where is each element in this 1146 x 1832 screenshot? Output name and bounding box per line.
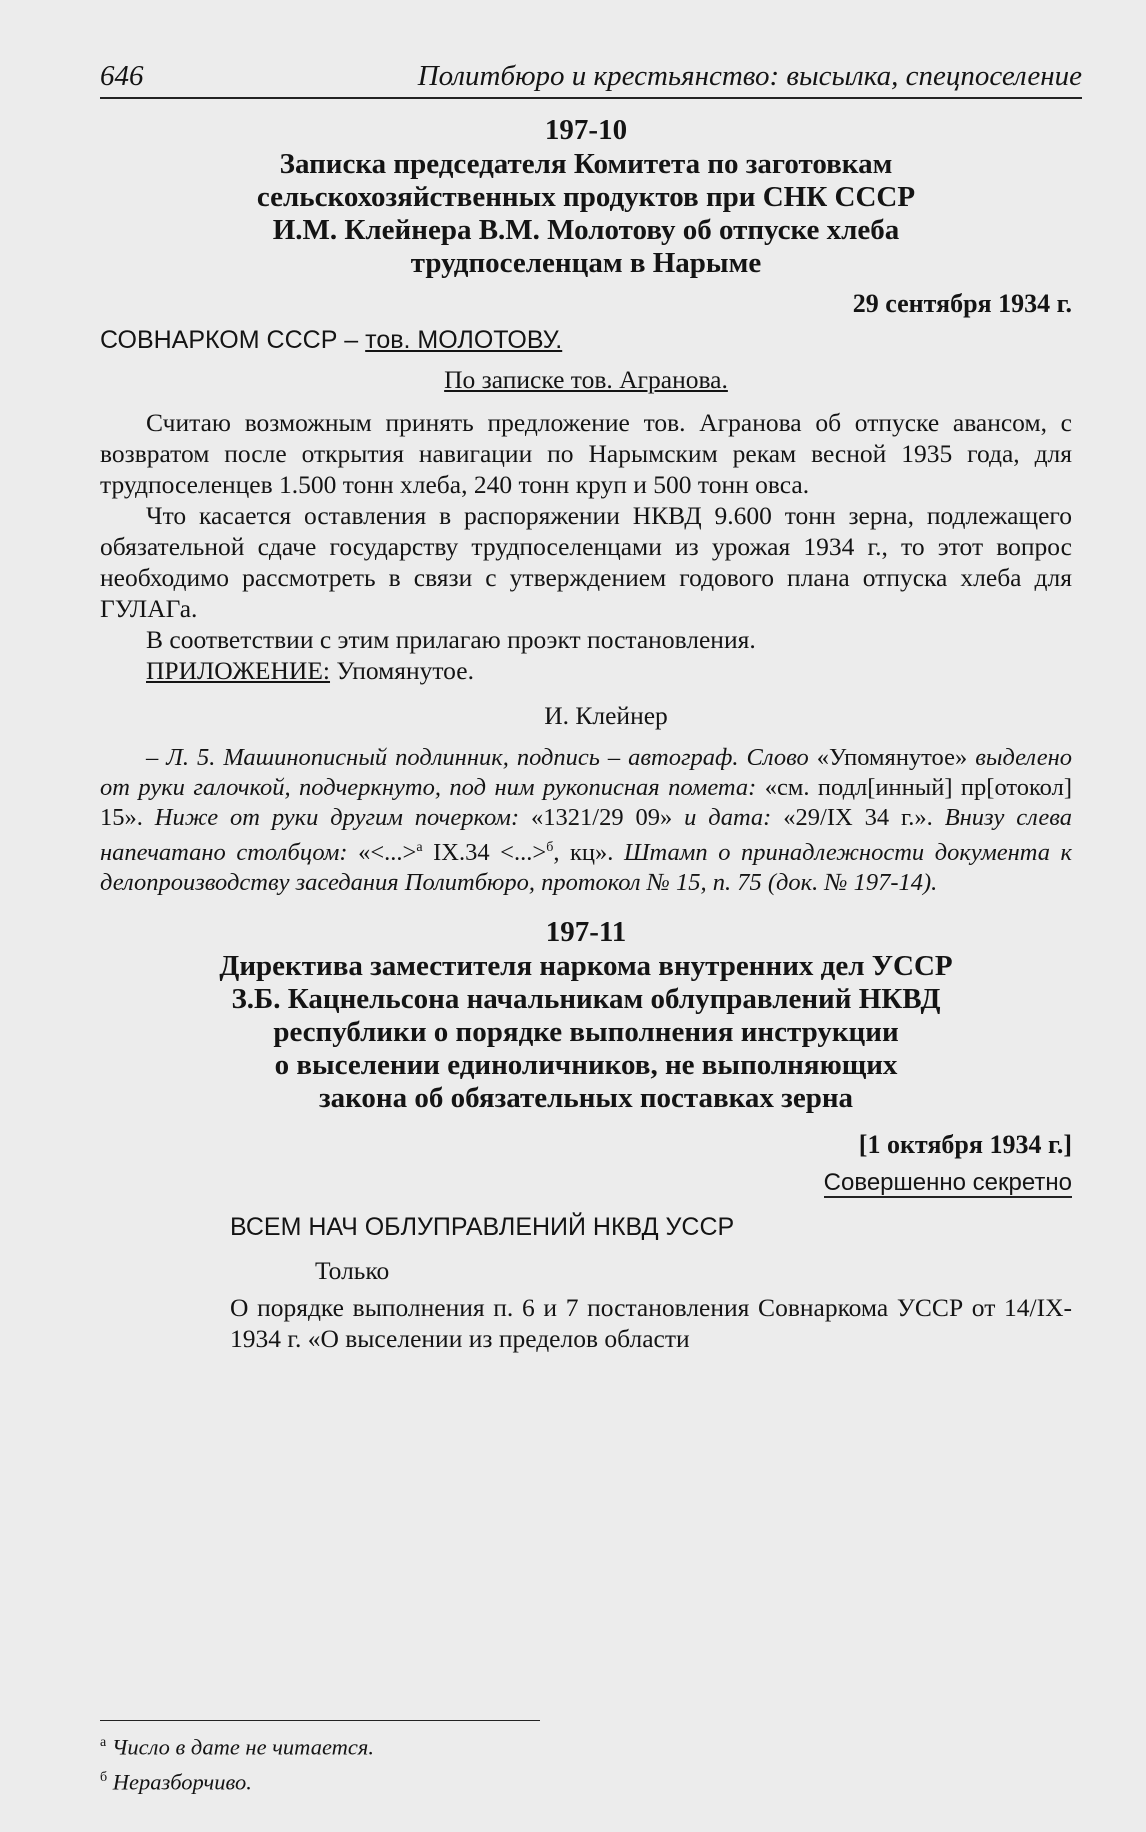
doc2-classification [100, 1166, 1072, 1198]
footnotes [100, 1728, 800, 1797]
appendix-label: ПРИЛОЖЕНИЕ: [146, 656, 331, 685]
doc1-appendix [100, 655, 1072, 686]
doc1-title-line: Записка председателя Комитета по заготовкам [279, 148, 893, 180]
doc1-addressee-name: тов. МОЛОТОВУ. [365, 326, 563, 354]
doc1-paragraph: В соответствии с этим прилагаю проэкт постановления. [146, 625, 756, 654]
running-header [100, 55, 1082, 99]
doc2-number: 197-11 [545, 916, 627, 949]
doc2-title-line: закона об обязательных поставках зерна [318, 1082, 854, 1115]
doc2-title-line: Директива заместителя наркома внутренних дел УССР [219, 950, 953, 983]
running-title: Политбюро и крестьянство: высылка, спецпоселение [417, 60, 1082, 92]
main-column [100, 112, 1072, 1354]
classification-text: Совершенно секретно [823, 1169, 1072, 1197]
appendix-text: Упомянутое. [330, 656, 474, 685]
footnote: $^б$ Неразборчиво. [100, 1769, 252, 1794]
footnote: $^а$ Число в дате не читается. [100, 1734, 374, 1760]
doc1-title-line: трудпоселенцам в Нарыме [410, 247, 762, 279]
doc2-title-line: З.Б. Кацнельсона начальникам облуправлений НКВД [231, 983, 941, 1016]
doc1-paragraph: Что касается оставления в распоряжении НКВД 9.600 тонн зерна, подлежащего обязательной сдаче государству трудпоселенцами из урожая 1934 г., то этот вопрос необходимо рассмотреть в связи с утверждением годового плана отпуска хлеба для ГУЛАГа. [100, 501, 1072, 623]
doc2-title-line: о выселении единоличников, не выполняющих [274, 1049, 898, 1082]
page-number: 646 [100, 60, 144, 92]
doc1-title-line: сельскохозяйственных продуктов при СНК СССР [256, 181, 916, 213]
doc1-reference [100, 364, 1072, 395]
doc2-only: Только [315, 1256, 390, 1286]
doc2-title [100, 950, 1072, 1115]
doc1-addressee-prefix: СОВНАРКОМ СССР – [100, 326, 366, 354]
doc1-number: 197-10 [544, 114, 628, 146]
doc1-title-line: И.М. Клейнера В.М. Молотову об отпуске хлеба [272, 214, 900, 246]
doc2-addressee: ВСЕМ НАЧ ОБЛУПРАВЛЕНИЙ НКВД УССР [230, 1213, 735, 1242]
footnote-separator [100, 1720, 540, 1721]
doc1-addressee [100, 325, 1072, 356]
doc1-title [100, 148, 1072, 280]
doc1-archival-note: – Л. 5. Машинописный подлинник, подпись – автограф. Слово «Упомянутое» выделено от руки галочкой, подчеркнуто, под ним рукописная помета: «см. подл[инный] пр[отокол] 15». Ниже от руки другим почерком: «1321/29 09» и дата: «29/IX 34 г.». Внизу слева напечатано столбцом: «<...>$^а$ IX.34 <...>$^б$, кц». Штамп о принадлежности документа к делопроизводству заседания Политбюро, протокол № 15, п. 75 (док. № 197-14). [100, 744, 1072, 897]
doc2-paragraph: О порядке выполнения п. 6 и 7 постановления Совнаркома УССР от 14/IX-1934 г. «О выселении из пределов области [230, 1293, 1072, 1354]
doc1-reference-text: По записке тов. Агранова. [444, 365, 728, 394]
doc1-signature: И. Клейнер [544, 701, 668, 730]
doc2-title-line: республики о порядке выполнения инструкции [273, 1016, 899, 1049]
doc2-date: [1 октября 1934 г.] [858, 1130, 1072, 1160]
doc1-date: 29 сентября 1934 г. [852, 289, 1072, 318]
doc1-paragraph: Считаю возможным принять предложение тов. Агранова об отпуске авансом, с возвратом после открытия навигации по Нарымским рекам весной 1935 года, для трудпоселенцев 1.500 тонн хлеба, 240 тонн круп и 500 тонн овса. [100, 408, 1072, 499]
